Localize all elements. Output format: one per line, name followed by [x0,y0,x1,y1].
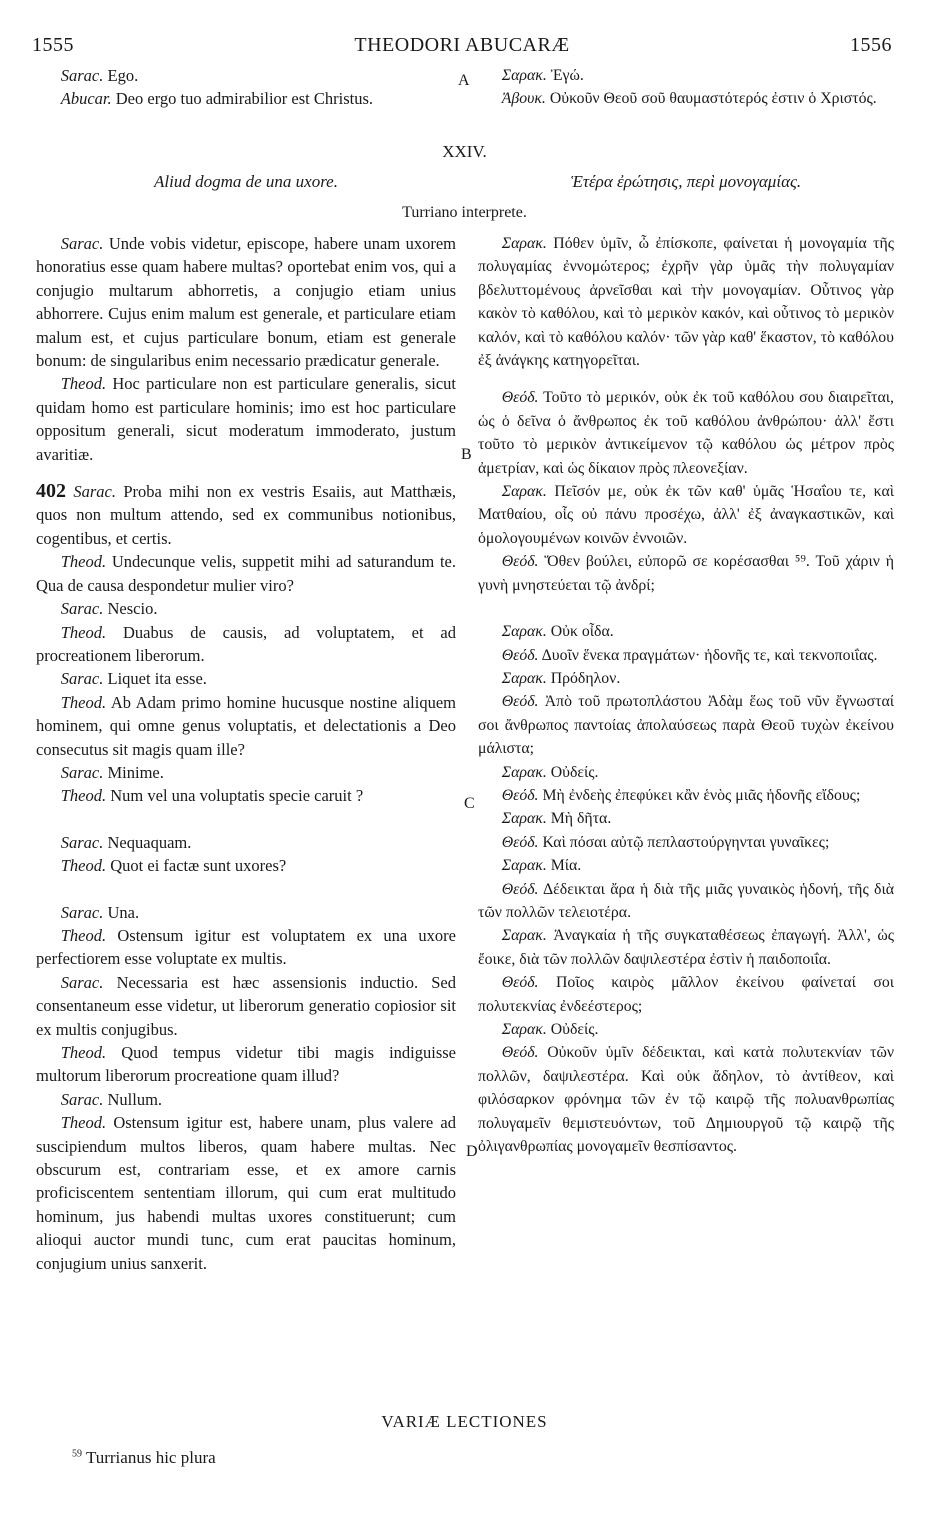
greek-top-line: Ἀβουκ. Οὐκοῦν Θεοῦ σοῦ θαυμαστότερός ἐστιν ὁ Χριστός. [501,90,877,108]
greek-paragraph: Θεόδ. Ἀπὸ τοῦ πρωτοπλάστου Ἀδὰμ ἕως τοῦ νῦν ἔγνωσταί σοι ἄνθρωπος παντοίας ἀπολαύσεως παρὰ Θεοῦ τυχὼν ἐκείνου μάλιστα; [478,693,895,758]
margin-column-number: 402 [36,480,66,503]
greek-paragraph: Θεόδ. Οὐκοῦν ὑμῖν δέδεικται, καὶ κατὰ πολυτεκνίαν τῶν πολλῶν, δαψιλεστέρα. Καὶ οὐκ ἄδηλον, τὸ ἀντίθεον, καὶ φιλόσαρκον φρόνημα τῶν ἐν τῷ καιρῷ τῆς πολυανθρωπίας πολυγαμεῖν θεμιστευόντων, τοῦ Δημιουργοῦ τῷ καιρῷ τῆς ὀλιγανθρωπίας μονογαμεῖν θεσπίσαντος. [478,1044,894,1156]
latin-paragraph: Theod. Ostensum igitur est voluptatem ex una uxore perfectiorem esse voluptate ex multis. [36,925,457,969]
latin-top-line: Abucar. Deo ergo tuo admirabilior est Christus. [60,89,373,109]
greek-paragraph: Σαρακ. Μὴ δῆτα. [501,810,612,828]
latin-paragraph: Theod. Quod tempus videtur tibi magis indiguisse multorum liberorum procreatione quam illud? [36,1043,456,1086]
margin-marker-c: C [464,795,475,812]
latin-paragraph: Theod. Ab Adam primo homine hucusque nostine aliquem hominem, qui omne genus voluptatis, et delectationis a Deo consecutus sit magis quam ille? [36,692,456,759]
margin-marker-d: D [466,1143,478,1160]
latin-chapter-title: Aliud dogma de una uxore. [154,172,338,191]
footnote [72,1448,216,1468]
greek-paragraph: Σαρακ. Οὐδείς. [501,763,599,781]
greek-paragraph: Θεόδ. Ποῖος καιρὸς μᾶλλον ἐκείνου φαίνεταί σοι πολυτεκνίας ἐνδεέστερος; [478,974,894,1015]
margin-marker-b: B [461,446,472,463]
page-header [32,34,892,58]
footnote-text: Turrianus hic plura [85,1448,216,1467]
margin-marker-a: A [458,72,470,89]
latin-paragraph: Sarac. Necessaria est hæc assensionis inductio. Sed consentaneum esse videtur, ut liberorum generatio copiosior sit ex multis conjugibus. [36,972,456,1039]
greek-paragraph: Θεόδ. Δυοῖν ἕνεκα πραγμάτων· ἡδονῆς τε, καὶ τεκνοποιΐας. [501,646,878,664]
greek-paragraph: Σαρακ. Μία. [501,857,582,875]
latin-top [36,64,456,111]
greek-paragraph: Σαρακ. Πεῖσόν με, οὐκ ἐκ τῶν καθ' ὑμᾶς Ἡσαΐου τε, καὶ Ματθαίου, οἷς οὐ πάνυ προσέχω, ἀλλ' ἐξ ἀναγκαστικῶν, καὶ ὁμολογουμένων κοινῶν ἐννοιῶν. [478,483,894,547]
latin-paragraph: Sarac. Nequaquam. [60,832,192,852]
greek-paragraph: Θεόδ. Ὅθεν βούλει, εὐπορῶ σε κορέσασθαι ⁵⁹. Τοῦ χάριν ἡ γυνὴ μνηστεύεται τῷ ἀνδρί; [478,553,894,594]
greek-paragraph: Σαρακ. Πρόδηλον. [501,669,621,687]
latin-paragraph: Sarac. Nullum. [60,1089,163,1109]
latin-paragraph: Theod. Hoc particulare non est particulare generalis, sicut quidam homo est particulare hominis; imo est hoc particulare oppositum generali, sicut moderatum immoderato, justum avaritiæ. [36,374,457,464]
latin-paragraph: Sarac. Unde vobis videtur, episcope, habere unam uxorem honoratius esse quam habere multas? oportebat enim vos, qui a conjugio multarum abhorretis, a conjugio etiam unius abhorrere. Cujus enim malum est generale, et particulare etiam malum est, et cujus particulare bonum, etiam est generale bonum: de singularibus enim necessario prædicatur generale. [36,234,456,371]
latin-paragraph: Theod. Quot ei factæ sunt uxores? [60,856,287,876]
greek-paragraph: Θεόδ. Μὴ ἐνδεὴς ἐπεφύκει κἂν ἑνὸς μιᾶς ἡδονῆς εἴδους; [501,786,861,804]
left-page-number: 1555 [32,34,74,56]
latin-column [36,232,456,1275]
greek-chapter-title: Ἑτέρα ἐρώτησις, περὶ μονογαμίας. [570,172,802,191]
greek-paragraph: Θεόδ. Δέδεικται ἄρα ἡ διὰ τῆς μιᾶς γυναικὸς ἡδονή, τῆς διὰ τῶν πολλῶν τελειοτέρα. [478,880,894,921]
footnote-number: 59 [72,1448,82,1460]
latin-paragraph: Theod. Duabus de causis, ad voluptatem, et ad procreationem liberorum. [36,622,456,665]
variae-lectiones-heading: VARIÆ LECTIONES [381,1412,548,1431]
greek-paragraph: Σαρακ. Οὐκ οἶδα. [501,623,614,641]
greek-paragraph: Σαρακ. Οὐδείς. [501,1021,599,1038]
latin-paragraph: Theod. Num vel una voluptatis specie caruit ? [60,786,364,806]
running-title: THEODORI ABUCARÆ [354,34,570,56]
latin-paragraph: Sarac. Minime. [60,762,164,782]
latin-paragraph: Sarac. Una. [60,902,140,922]
greek-paragraph: Θεόδ. Τοῦτο τὸ μερικόν, οὐκ ἐκ τοῦ καθόλου σου διαιρεῖται, ὡς ὁ δεῖνα ὁ ἄνθρωπος ἐκ τοῦ καθόλου ἀνθρώπου· ἀλλ' ἔστι τοῦτο τὸ μερικὸν ἀντικείμενον τῷ καθόλου ὡς μέτρον πρὸς ἀμετρίαν, καὶ ὡς δίκαιον πρὸς πλεονεξίαν. [478,389,894,477]
interpreter-line: Turriano interprete. [402,204,527,221]
greek-paragraph: Θεόδ. Καὶ πόσαι αὐτῷ πεπλαστούργηνται γυναῖκες; [501,833,830,851]
chapter-number: XXIV. [442,142,487,161]
greek-paragraph: Σαρακ. Ἀναγκαία ἡ τῆς συγκαταθέσεως ἐπαγωγή. Ἀλλ', ὡς ἔοικε, διὰ τῶν πολλῶν δαψιλεστέρα ἐστὶν ἡ παιδοποιΐα. [478,927,894,968]
greek-top [478,64,894,111]
latin-paragraph: Theod. Ostensum igitur est, habere unam, plus valere ad suscipiendum multos liberos, quam habere multas. Nec obscurum est, contrariam esse, et ex amore carnis proficiscentem sententiam illorum, qui cum erat multitudo hominum, jus habendi multas uxores constituerunt; cum alioqui auctor mundi tunc, cum erat paucitas hominum, conjugium unius sanxerit. [36,1113,457,1273]
latin-top-line: Sarac. Ego. [60,66,139,85]
latin-paragraph: Sarac. Liquet ita esse. [60,669,207,689]
right-page-number: 1556 [850,34,892,56]
greek-column [478,232,894,1158]
greek-top-line: Σαρακ. Ἐγώ. [501,67,584,84]
latin-paragraph: Theod. Undecunque velis, suppetit mihi ad saturandum te. Qua de causa despondetur mulier viro? [36,552,457,595]
latin-paragraph: 402 Sarac. Proba mihi non ex vestris Esaiis, aut Matthæis, quos non multum attendo, sed ex communibus notionibus, cogentibus, et certis. [36,480,457,548]
latin-paragraph: Sarac. Nescio. [60,599,158,619]
greek-paragraph: Σαρακ. Πόθεν ὑμῖν, ὦ ἐπίσκοπε, φαίνεται ἡ μονογαμία τῆς πολυγαμίας ἐννομώτερος; ἐχρῆν γὰρ ὑμᾶς τὴν πολυγαμίαν βδελυττομένους ἀρνεῖσθαι καὶ τὴν μονογαμίαν. Οὗτινος γὰρ κακὸν τὸ καθόλου, καὶ τὸ μερικὸν κακόν, καὶ οὗτινος τὸ μερικὸν καλόν, καὶ τὸ καθόλου καλόν· τῶν γὰρ καθ' ἕκαστον, τὸ καθόλου ἐξ ἀνάγκης κατηγορεῖται. [478,235,894,370]
